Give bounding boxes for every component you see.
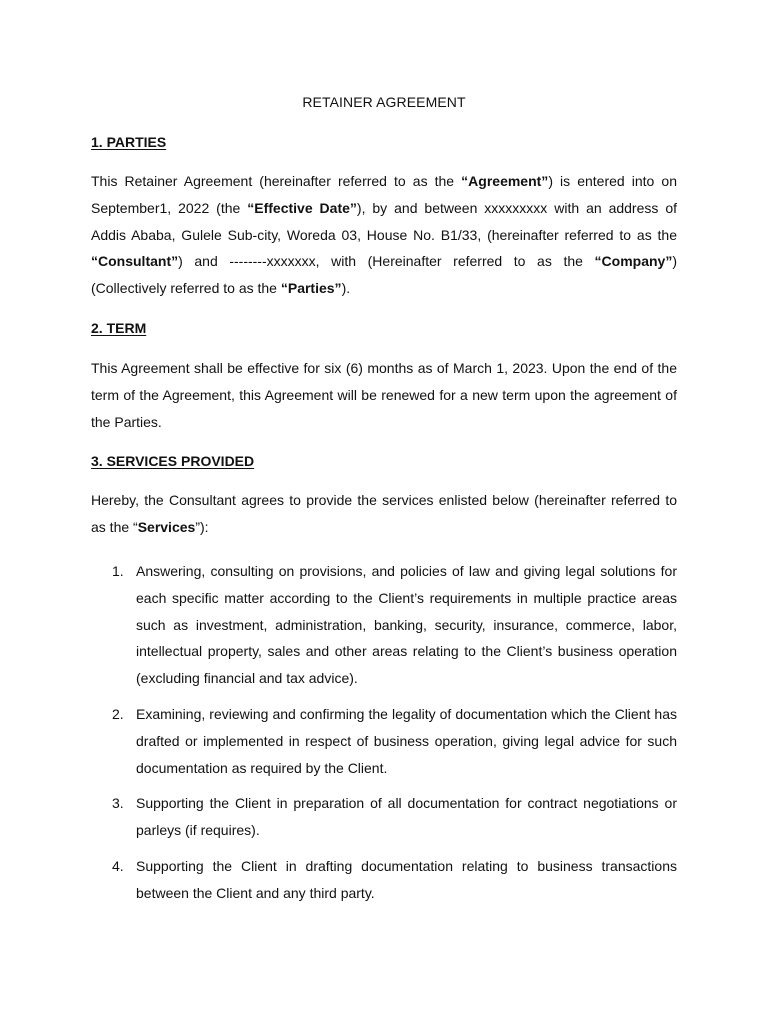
list-item-text: Examining, reviewing and confirming the legality of documentation which the Client has drafted or implemented in respect of business operation, giving legal advice for such documentation as required by the Client. xyxy=(136,705,677,776)
text-run: This Retainer Agreement (hereinafter referred to as the xyxy=(91,173,462,189)
list-item-number: 4. xyxy=(112,857,124,874)
text-run: ) is entered into on September1, 2022 (the xyxy=(91,173,677,216)
text-run: Hereby, the Consultant agrees to provide the services enlisted below (hereinafter referred to as the “ xyxy=(91,492,677,535)
document-title: RETAINER AGREEMENT xyxy=(302,94,466,110)
list-item-text: Supporting the Client in preparation of all documentation for contract negotiations or parleys (if requires). xyxy=(136,795,677,839)
term-services: Services xyxy=(137,518,196,535)
section-heading-term: 2. TERM xyxy=(91,320,147,336)
term-agreement: “Agreement” xyxy=(461,173,549,189)
text-run: ), by and between xxxxxxxxx with an address of Addis Ababa, Gulele Sub-city, Woreda 03, House No. B1/33, (hereinafter referred to as the xyxy=(91,199,677,243)
term-parties: “Parties” xyxy=(280,280,342,297)
list-item xyxy=(0,558,677,692)
services-list xyxy=(0,558,768,916)
text-run: ) (Collectively referred to as the xyxy=(91,253,677,297)
list-item xyxy=(0,701,677,781)
text-run: ). xyxy=(341,280,351,297)
list-item-text: Supporting the Client in drafting documentation relating to business transactions between the Client and any third party. xyxy=(136,857,677,901)
text-run: ”): xyxy=(195,518,209,535)
term-effective-date: “Effective Date” xyxy=(247,199,357,216)
list-item-number: 3. xyxy=(112,795,124,812)
term-consultant: “Consultant” xyxy=(91,253,179,270)
section-heading-services: 3. SERVICES PROVIDED xyxy=(91,453,255,469)
parties-paragraph xyxy=(91,168,677,302)
services-intro-paragraph xyxy=(91,487,677,541)
list-item xyxy=(0,853,677,907)
section-heading-parties: 1. PARTIES xyxy=(91,134,167,150)
term-company: “Company” xyxy=(594,253,673,270)
list-item-number: 2. xyxy=(112,705,124,722)
list-item xyxy=(0,790,677,844)
text-run: ) and --------xxxxxxx, with (Hereinafter referred to as the xyxy=(178,253,595,270)
term-paragraph: This Agreement shall be effective for six (6) months as of March 1, 2023. Upon the end of the term of the Agreement, this Agreement will be renewed for a new term upon the agreement of the Parties. xyxy=(91,360,677,430)
list-item-text: Answering, consulting on provisions, and policies of law and giving legal solutions for each specific matter according to the Client’s requirements in multiple practice areas such as investment, administration, banking, security, insurance, commerce, labor, intellectual property, sales and other areas relating to the Client’s business operation (excluding financial and tax advice). xyxy=(136,563,677,687)
list-item-number: 1. xyxy=(112,563,124,579)
